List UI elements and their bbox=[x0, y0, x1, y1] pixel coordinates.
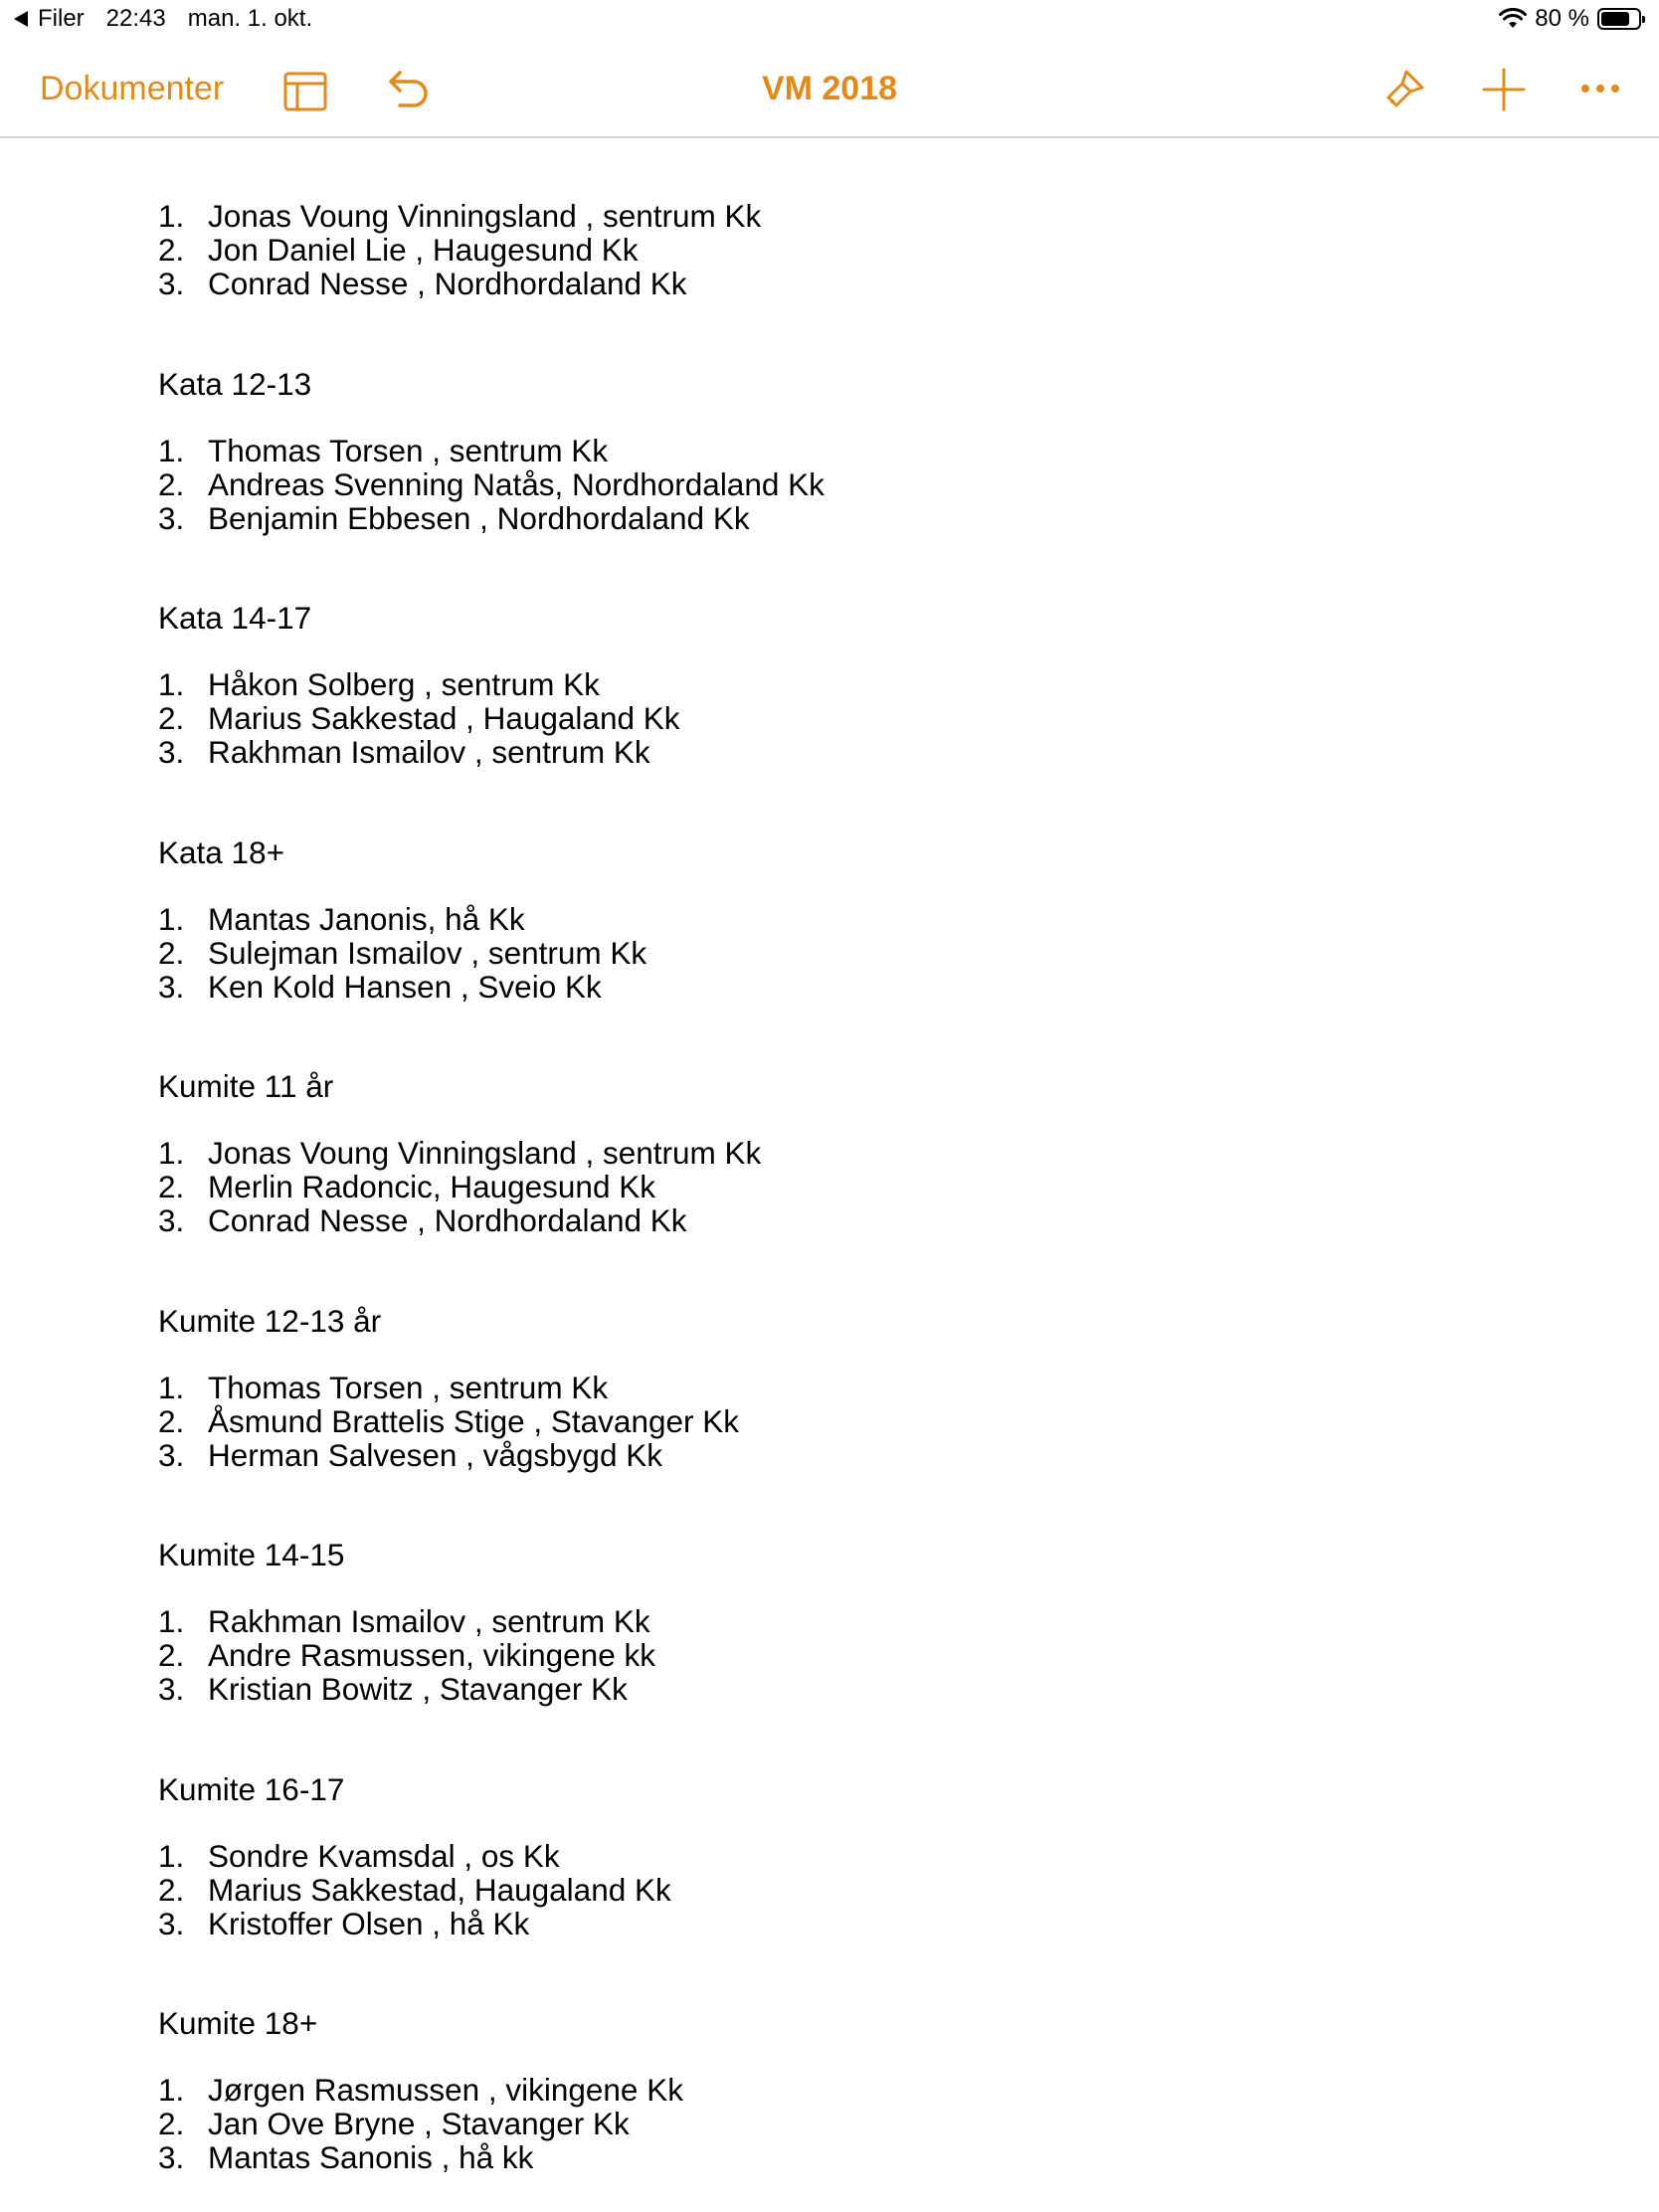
spacer bbox=[158, 1472, 1451, 1539]
back-to-app-label[interactable]: Filer bbox=[38, 5, 85, 32]
spacer bbox=[158, 1940, 1451, 2007]
list-item bbox=[158, 1404, 1451, 1438]
document-body[interactable] bbox=[158, 199, 1451, 2174]
list-item-text: Herman Salvesen , vågsbygd Kk bbox=[208, 1436, 662, 1473]
spacer bbox=[158, 1103, 1451, 1136]
result-list bbox=[158, 199, 1451, 300]
result-list bbox=[158, 1371, 1451, 1472]
result-list bbox=[158, 667, 1451, 769]
list-item-number: 1. bbox=[158, 1135, 185, 1171]
battery-percent: 80 % bbox=[1535, 5, 1589, 32]
list-item-number: 1. bbox=[158, 2072, 185, 2108]
list-item-text: Mantas Sanonis , hå kk bbox=[208, 2139, 534, 2175]
list-item bbox=[158, 936, 1451, 970]
section-heading: Kumite 14-15 bbox=[158, 1537, 345, 1572]
list-item bbox=[158, 233, 1451, 267]
section-heading: Kumite 12-13 år bbox=[158, 1302, 382, 1339]
list-item-number: 2. bbox=[158, 2106, 185, 2141]
list-item bbox=[158, 434, 1451, 467]
battery-level bbox=[1601, 12, 1629, 26]
list-item-text: Conrad Nesse , Nordhordaland Kk bbox=[208, 266, 687, 301]
list-item-text: Jørgen Rasmussen , vikingene Kk bbox=[208, 2072, 683, 2108]
list-item-text: Benjamin Ebbesen , Nordhordaland Kk bbox=[208, 499, 750, 536]
spacer bbox=[158, 300, 1451, 367]
list-item-number: 2. bbox=[158, 1402, 185, 1439]
spacer bbox=[158, 769, 1451, 835]
list-item-text: Kristian Bowitz , Stavanger Kk bbox=[208, 1671, 628, 1707]
list-item-text: Sulejman Ismailov , sentrum Kk bbox=[208, 934, 647, 971]
list-item-text: Jonas Voung Vinningsland , sentrum Kk bbox=[208, 198, 762, 234]
section-heading: Kata 14-17 bbox=[158, 600, 312, 636]
list-item-text: Sondre Kvamsdal , os Kk bbox=[208, 1837, 560, 1874]
status-bar-left bbox=[14, 5, 312, 33]
list-item bbox=[158, 1672, 1451, 1706]
spacer bbox=[158, 1706, 1451, 1772]
wifi-icon bbox=[1499, 8, 1527, 30]
result-list bbox=[158, 434, 1451, 535]
list-item-number: 2. bbox=[158, 1871, 185, 1908]
list-item-number: 2. bbox=[158, 232, 185, 268]
list-item-text: Andre Rasmussen, vikingene kk bbox=[208, 1637, 655, 1673]
list-item-number: 1. bbox=[158, 1837, 185, 1874]
list-item-number: 2. bbox=[158, 1637, 185, 1673]
list-item-text: Andreas Svenning Natås, Nordhordaland Kk bbox=[208, 465, 825, 502]
list-item-number: 2. bbox=[158, 934, 185, 971]
section-heading: Kumite 16-17 bbox=[158, 1770, 345, 1807]
list-item-number: 1. bbox=[158, 666, 185, 702]
list-item-number: 1. bbox=[158, 1603, 185, 1639]
list-item bbox=[158, 2107, 1451, 2140]
result-list bbox=[158, 2073, 1451, 2174]
list-item bbox=[158, 1170, 1451, 1203]
list-item-text: Åsmund Brattelis Stige , Stavanger Kk bbox=[208, 1402, 740, 1439]
list-item-text: Jan Ove Bryne , Stavanger Kk bbox=[208, 2106, 630, 2141]
list-item-number: 3. bbox=[158, 266, 185, 301]
list-item bbox=[158, 1873, 1451, 1907]
result-list bbox=[158, 1136, 1451, 1237]
list-item bbox=[158, 1136, 1451, 1170]
list-item bbox=[158, 1839, 1451, 1873]
list-item bbox=[158, 267, 1451, 300]
spacer bbox=[158, 1004, 1451, 1070]
list-item bbox=[158, 2140, 1451, 2174]
more-options-icon[interactable] bbox=[1580, 82, 1620, 95]
list-item-number: 2. bbox=[158, 700, 185, 736]
spacer bbox=[158, 1237, 1451, 1304]
list-item-number: 1. bbox=[158, 432, 185, 468]
list-item-number: 3. bbox=[158, 2139, 185, 2175]
list-item bbox=[158, 1638, 1451, 1672]
date: man. 1. okt. bbox=[187, 5, 313, 32]
documents-button[interactable]: Dokumenter bbox=[40, 70, 225, 107]
list-item bbox=[158, 501, 1451, 535]
section-heading: Kata 12-13 bbox=[158, 365, 312, 402]
list-item bbox=[158, 1203, 1451, 1237]
format-brush-icon[interactable] bbox=[1381, 68, 1426, 113]
list-item bbox=[158, 467, 1451, 501]
undo-icon[interactable] bbox=[386, 70, 432, 109]
list-item-number: 3. bbox=[158, 1905, 185, 1941]
list-item-text: Marius Sakkestad , Haugaland Kk bbox=[208, 700, 680, 736]
list-item-number: 1. bbox=[158, 198, 185, 234]
list-item-text: Jon Daniel Lie , Haugesund Kk bbox=[208, 232, 639, 268]
list-item-number: 3. bbox=[158, 734, 185, 770]
status-bar-right bbox=[1499, 5, 1641, 33]
spacer bbox=[158, 1806, 1451, 1839]
list-item-text: Ken Kold Hansen , Sveio Kk bbox=[208, 968, 602, 1005]
result-list bbox=[158, 1839, 1451, 1940]
section-heading: Kumite 11 år bbox=[158, 1068, 334, 1104]
section-heading: Kumite 18+ bbox=[158, 2005, 318, 2041]
list-item-number: 3. bbox=[158, 1436, 185, 1473]
list-item-text: Thomas Torsen , sentrum Kk bbox=[208, 1369, 609, 1405]
list-item bbox=[158, 2073, 1451, 2107]
list-item-text: Mantas Janonis, hå Kk bbox=[208, 900, 525, 937]
list-item-number: 3. bbox=[158, 968, 185, 1005]
spacer bbox=[158, 401, 1451, 434]
list-item-text: Marius Sakkestad, Haugaland Kk bbox=[208, 1871, 671, 1908]
list-item bbox=[158, 1604, 1451, 1638]
spacer bbox=[158, 1571, 1451, 1604]
list-item bbox=[158, 1371, 1451, 1404]
status-bar bbox=[0, 0, 1659, 40]
list-item-text: Rakhman Ismailov , sentrum Kk bbox=[208, 1603, 650, 1639]
section-heading: Kata 18+ bbox=[158, 833, 284, 870]
list-item-number: 3. bbox=[158, 499, 185, 536]
spacer bbox=[158, 1338, 1451, 1371]
list-item bbox=[158, 701, 1451, 735]
back-arrow-icon[interactable] bbox=[14, 11, 28, 27]
list-item-text: Conrad Nesse , Nordhordaland Kk bbox=[208, 1202, 687, 1238]
list-item-text: Rakhman Ismailov , sentrum Kk bbox=[208, 734, 650, 770]
spacer bbox=[158, 869, 1451, 902]
spacer bbox=[158, 2040, 1451, 2073]
list-item-number: 1. bbox=[158, 1369, 185, 1405]
list-item bbox=[158, 1907, 1451, 1940]
list-item-number: 2. bbox=[158, 1169, 185, 1204]
toolbar bbox=[0, 40, 1659, 138]
list-item-text: Thomas Torsen , sentrum Kk bbox=[208, 432, 609, 468]
spacer bbox=[158, 635, 1451, 667]
document-title: VM 2018 bbox=[761, 70, 898, 107]
list-item bbox=[158, 970, 1451, 1004]
view-options-icon[interactable] bbox=[283, 70, 327, 113]
list-item-number: 3. bbox=[158, 1671, 185, 1707]
list-item-text: Merlin Radoncic, Haugesund Kk bbox=[208, 1169, 655, 1204]
list-item-text: Jonas Voung Vinningsland , sentrum Kk bbox=[208, 1135, 762, 1171]
list-item bbox=[158, 902, 1451, 936]
list-item bbox=[158, 1438, 1451, 1472]
add-icon[interactable] bbox=[1482, 68, 1526, 111]
result-list bbox=[158, 902, 1451, 1004]
list-item bbox=[158, 667, 1451, 701]
list-item-number: 2. bbox=[158, 465, 185, 502]
list-item bbox=[158, 735, 1451, 769]
list-item-text: Kristoffer Olsen , hå Kk bbox=[208, 1905, 530, 1941]
clock: 22:43 bbox=[105, 5, 166, 32]
list-item-number: 3. bbox=[158, 1202, 185, 1238]
result-list bbox=[158, 1604, 1451, 1706]
battery-icon bbox=[1597, 8, 1641, 30]
list-item bbox=[158, 199, 1451, 233]
spacer bbox=[158, 535, 1451, 602]
list-item-number: 1. bbox=[158, 900, 185, 937]
list-item-text: Håkon Solberg , sentrum Kk bbox=[208, 666, 600, 702]
